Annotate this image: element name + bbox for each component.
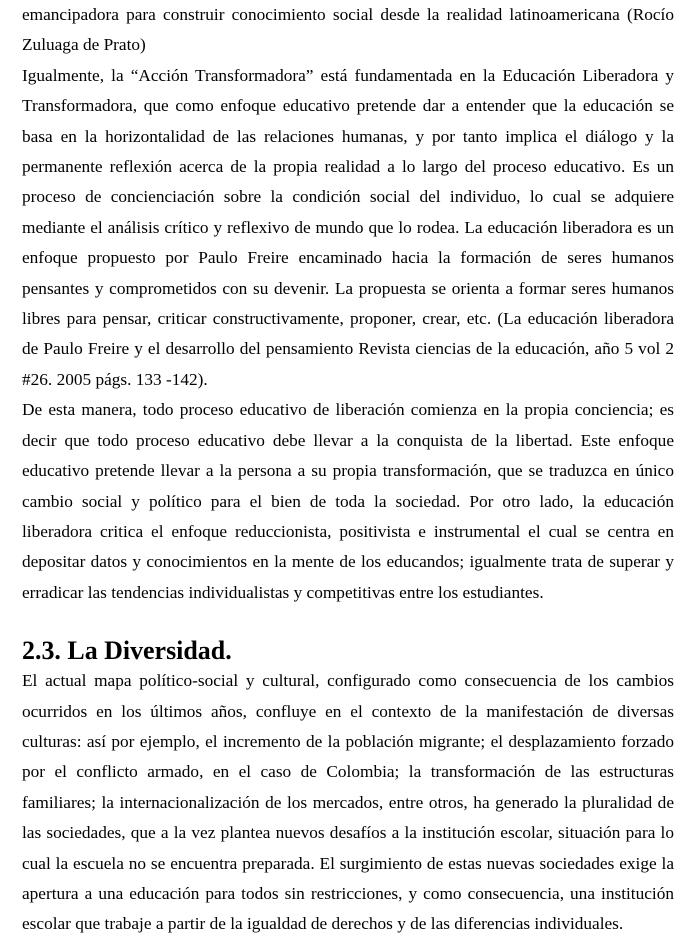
document-page [22,0,674,940]
paragraph-proceso-liberacion: De esta manera, todo proceso educativo de liberación comienza en la propia conciencia; es decir que todo proceso educativo debe llevar a la conquista de la libertad. Este enfoque educativo pretende llevar a la persona a su propia transformación, que se traduzca en único cambio social y político para el bien de toda la sociedad. Por otro lado, la educación liberadora critica el enfoque reduccionista, positivista e instrumental el cual se centra en depositar datos y conocimientos en la mente de los educandos; igualmente trata de superar y erradicar las tendencias individualistas y competitivas entre los estudiantes. [22,400,674,602]
section-heading: 2.3. La Diversidad. [22,636,232,666]
paragraph-diversidad: El actual mapa político-social y cultural, configurado como consecuencia de los cambios ocurridos en los últimos años, confluye en el contexto de la manifestación de diversas culturas: así por ejemplo, el incremento de la población migrante; el desplazamiento forzado por el conflicto armado, en el caso de Colombia; la transformación de las estructuras familiares; la internacionalización de los mercados, entre otros, ha generado la pluralidad de las sociedades, que a la vez plantea nuevos desafíos a la institución escolar, situación para lo cual la escuela no se encuentra preparada. El surgimiento de estas nuevas sociedades exige la apertura a una educación para todos sin restricciones, y como consecuencia, una institución escolar que trabaje a partir de la igualdad de derechos y de las diferencias individuales. [22,671,674,934]
section-spacer [22,608,674,636]
paragraph-continuation: emancipadora para construir conocimiento social desde la realidad latinoamericana (Rocío Zuluaga de Prato) [22,5,674,55]
paragraph-accion-transformadora: Igualmente, la “Acción Transformadora” está fundamentada en la Educación Liberadora y Transformadora, que como enfoque educativo pretende dar a entender que la educación se basa en la horizontalidad de las relaciones humanas, y por tanto implica el diálogo y la permanente reflexión acerca de la propia realidad a lo largo del proceso educativo. Es un proceso de concienciación sobre la condición social del individuo, lo cual se adquiere mediante el análisis crítico y reflexivo de mundo que lo rodea. La educación liberadora es un enfoque propuesto por Paulo Freire encaminado hacia la formación de seres humanos pensantes y comprometidos con su devenir. La propuesta se orienta a formar seres humanos libres para pensar, criticar constructivamente, proponer, crear, etc. (La educación liberadora de Paulo Freire y el desarrollo del pensamiento Revista ciencias de la educación, año 5 vol 2 #26. 2005 págs. 133 -142). [22,65,674,389]
